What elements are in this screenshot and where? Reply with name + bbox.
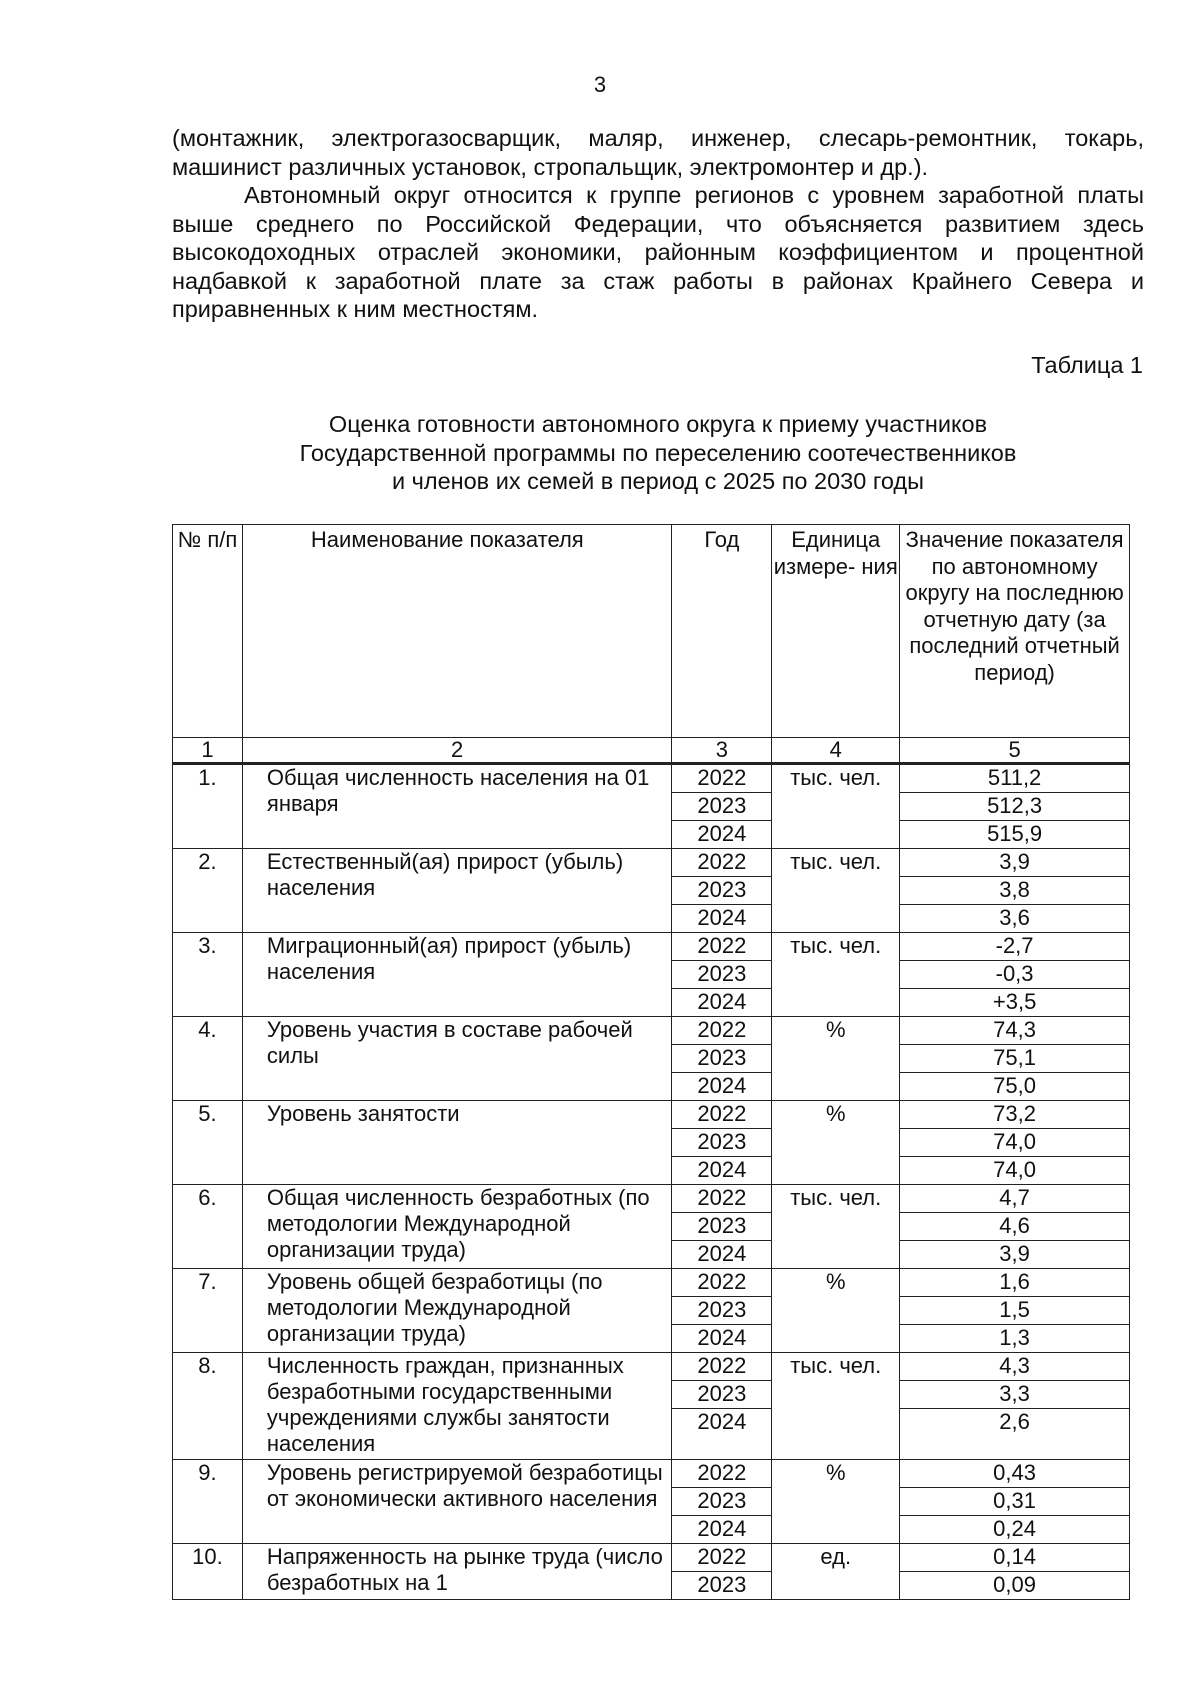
table-row bbox=[173, 1544, 1130, 1572]
indicator-year: 2023 bbox=[672, 793, 772, 821]
indicator-unit: % bbox=[772, 1460, 900, 1544]
table-row bbox=[173, 933, 1130, 961]
indicator-number: 3. bbox=[173, 933, 243, 1017]
indicator-year: 2022 bbox=[672, 1460, 772, 1488]
indicator-name: Общая численность населения на 01 января bbox=[242, 764, 672, 849]
indicator-number: 6. bbox=[173, 1185, 243, 1269]
column-number: 2 bbox=[242, 738, 672, 764]
indicator-year: 2022 bbox=[672, 1544, 772, 1572]
indicator-value: 0,14 bbox=[900, 1544, 1130, 1572]
header-year: Год bbox=[672, 525, 772, 738]
indicator-year: 2024 bbox=[672, 989, 772, 1017]
indicator-value: 75,1 bbox=[900, 1045, 1130, 1073]
indicator-name: Общая численность безработных (по методологии Международной организации труда) bbox=[242, 1185, 672, 1269]
indicator-year: 2023 bbox=[672, 1213, 772, 1241]
indicator-value: 0,43 bbox=[900, 1460, 1130, 1488]
indicator-year: 2024 bbox=[672, 1157, 772, 1185]
indicator-value: 1,3 bbox=[900, 1325, 1130, 1353]
indicator-year: 2023 bbox=[672, 1381, 772, 1409]
table-title-line-3: и членов их семей в период с 2025 по 2030 годы bbox=[391, 468, 925, 494]
indicator-number: 2. bbox=[173, 849, 243, 933]
indicator-year: 2024 bbox=[672, 1409, 772, 1460]
table-title-line-1: Оценка готовности автономного округа к приему участников bbox=[328, 411, 988, 437]
indicator-year: 2022 bbox=[672, 933, 772, 961]
indicator-unit: тыс. чел. bbox=[772, 1353, 900, 1460]
indicator-year: 2022 bbox=[672, 1101, 772, 1129]
table-row bbox=[173, 1353, 1130, 1381]
indicator-year: 2022 bbox=[672, 764, 772, 793]
table-title-line-2: Государственной программы по переселению соотечественников bbox=[299, 439, 1017, 466]
indicator-value: 75,0 bbox=[900, 1073, 1130, 1101]
indicator-value: 3,8 bbox=[900, 877, 1130, 905]
intro-paragraph-2: Автономный округ относится к группе регионов с уровнем заработной платы выше среднего по Российской Федерации, что объясняется развитием здесь высокодоходных отраслей экономики, районным коэффициентом и процентной надбавкой к заработной плате за стаж работы в районах Крайнего Севера и приравненных к ним местностям. bbox=[172, 182, 1144, 322]
table-row bbox=[173, 1017, 1130, 1045]
indicator-number: 1. bbox=[173, 764, 243, 849]
table-label: Таблица 1 bbox=[1031, 352, 1143, 378]
indicator-number: 7. bbox=[173, 1269, 243, 1353]
indicator-name: Уровень участия в составе рабочей силы bbox=[242, 1017, 672, 1101]
indicator-year: 2023 bbox=[672, 1129, 772, 1157]
indicator-year: 2024 bbox=[672, 1073, 772, 1101]
indicator-year: 2022 bbox=[672, 1185, 772, 1213]
indicator-name: Уровень занятости bbox=[242, 1101, 672, 1185]
indicator-name: Уровень регистрируемой безработицы от экономически активного населения bbox=[242, 1460, 672, 1544]
column-number: 5 bbox=[900, 738, 1130, 764]
indicator-value: 4,3 bbox=[900, 1353, 1130, 1381]
indicator-unit: % bbox=[772, 1017, 900, 1101]
intro-paragraph-1: (монтажник, электрогазосварщик, маляр, инженер, слесарь-ремонтник, токарь, машинист различных установок, стропальщик, электромонтер и др.). bbox=[172, 125, 1144, 180]
indicator-year: 2022 bbox=[672, 849, 772, 877]
indicator-year: 2023 bbox=[672, 1297, 772, 1325]
table-row bbox=[173, 764, 1130, 793]
table-title bbox=[172, 410, 1144, 496]
indicator-value: -2,7 bbox=[900, 933, 1130, 961]
indicator-name: Миграционный(ая) прирост (убыль) населения bbox=[242, 933, 672, 1017]
table-row bbox=[173, 1101, 1130, 1129]
indicator-year: 2024 bbox=[672, 905, 772, 933]
indicator-unit: тыс. чел. bbox=[772, 1185, 900, 1269]
indicator-value: 0,09 bbox=[900, 1572, 1130, 1600]
indicator-year: 2023 bbox=[672, 1572, 772, 1600]
indicator-value: 4,6 bbox=[900, 1213, 1130, 1241]
header-value: Значение показателя по автономному округу на последнюю отчетную дату (за последний отчетный период) bbox=[900, 525, 1130, 738]
indicator-unit: тыс. чел. bbox=[772, 849, 900, 933]
indicator-value: 74,0 bbox=[900, 1129, 1130, 1157]
indicator-value: 3,3 bbox=[900, 1381, 1130, 1409]
indicator-unit: % bbox=[772, 1269, 900, 1353]
indicator-year: 2023 bbox=[672, 961, 772, 989]
indicator-value: 2,6 bbox=[900, 1409, 1130, 1460]
indicator-value: 0,24 bbox=[900, 1516, 1130, 1544]
table-body bbox=[173, 764, 1130, 1600]
indicator-value: 1,5 bbox=[900, 1297, 1130, 1325]
column-numbers-row bbox=[173, 738, 1130, 764]
indicator-year: 2023 bbox=[672, 1488, 772, 1516]
column-number: 3 bbox=[672, 738, 772, 764]
indicator-value: 73,2 bbox=[900, 1101, 1130, 1129]
table-row bbox=[173, 1269, 1130, 1297]
indicator-year: 2023 bbox=[672, 1045, 772, 1073]
indicator-value: 512,3 bbox=[900, 793, 1130, 821]
indicator-value: 1,6 bbox=[900, 1269, 1130, 1297]
indicator-year: 2024 bbox=[672, 821, 772, 849]
indicator-value: 74,3 bbox=[900, 1017, 1130, 1045]
indicator-year: 2022 bbox=[672, 1017, 772, 1045]
indicator-number: 8. bbox=[173, 1353, 243, 1460]
page-number: 3 bbox=[593, 72, 607, 97]
indicator-year: 2024 bbox=[672, 1516, 772, 1544]
table-header-row bbox=[173, 525, 1130, 738]
indicator-year: 2023 bbox=[672, 877, 772, 905]
indicator-unit: тыс. чел. bbox=[772, 764, 900, 849]
indicator-number: 4. bbox=[173, 1017, 243, 1101]
indicator-value: 4,7 bbox=[900, 1185, 1130, 1213]
indicator-number: 5. bbox=[173, 1101, 243, 1185]
table-row bbox=[173, 849, 1130, 877]
indicator-year: 2022 bbox=[672, 1353, 772, 1381]
indicator-name: Естественный(ая) прирост (убыль) населения bbox=[242, 849, 672, 933]
indicator-year: 2024 bbox=[672, 1241, 772, 1269]
indicator-year: 2024 bbox=[672, 1325, 772, 1353]
indicator-value: 3,6 bbox=[900, 905, 1130, 933]
indicator-unit: тыс. чел. bbox=[772, 933, 900, 1017]
indicator-value: 515,9 bbox=[900, 821, 1130, 849]
indicator-name: Уровень общей безработицы (по методологии Международной организации труда) bbox=[242, 1269, 672, 1353]
indicator-name: Напряженность на рынке труда (число безработных на 1 bbox=[242, 1544, 672, 1600]
indicator-value: 74,0 bbox=[900, 1157, 1130, 1185]
header-num: № п/п bbox=[173, 525, 243, 738]
indicator-unit: ед. bbox=[772, 1544, 900, 1600]
header-unit: Единица измере- ния bbox=[772, 525, 900, 738]
column-number: 4 bbox=[772, 738, 900, 764]
indicator-unit: % bbox=[772, 1101, 900, 1185]
indicator-value: 3,9 bbox=[900, 849, 1130, 877]
table-row bbox=[173, 1185, 1130, 1213]
indicator-value: 511,2 bbox=[900, 764, 1130, 793]
indicators-table bbox=[172, 524, 1130, 1600]
indicator-year: 2022 bbox=[672, 1269, 772, 1297]
indicator-number: 9. bbox=[173, 1460, 243, 1544]
indicator-value: +3,5 bbox=[900, 989, 1130, 1017]
indicator-number: 10. bbox=[173, 1544, 243, 1600]
column-number: 1 bbox=[173, 738, 243, 764]
header-name: Наименование показателя bbox=[242, 525, 672, 738]
indicator-value: 0,31 bbox=[900, 1488, 1130, 1516]
intro-text bbox=[172, 124, 1144, 324]
table-row bbox=[173, 1460, 1130, 1488]
indicator-value: -0,3 bbox=[900, 961, 1130, 989]
indicator-name: Численность граждан, признанных безработными государственными учреждениями службы занятости населения bbox=[242, 1353, 672, 1460]
indicator-value: 3,9 bbox=[900, 1241, 1130, 1269]
